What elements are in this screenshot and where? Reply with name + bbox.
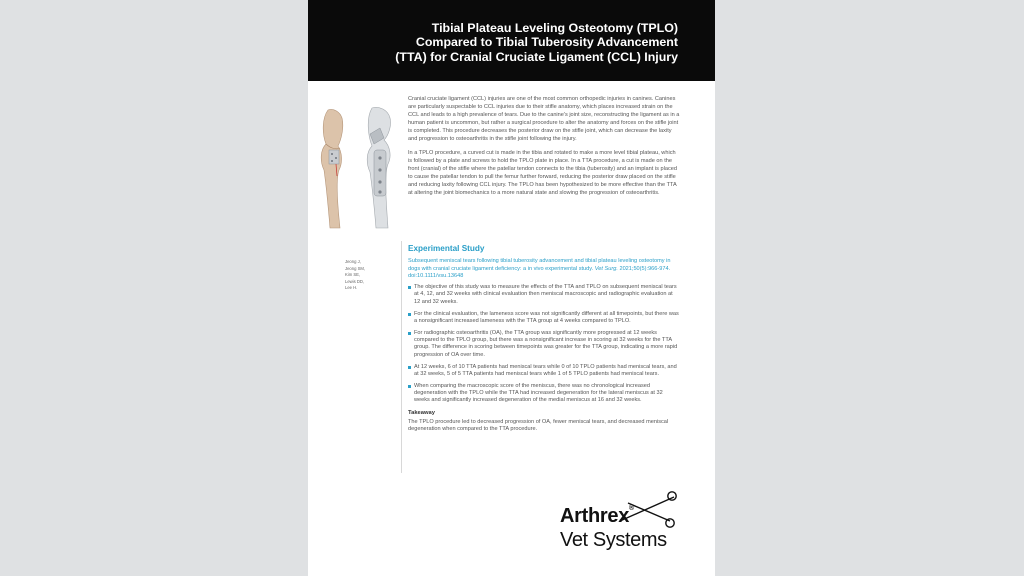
title-line: (TTA) for Cranial Cruciate Ligament (CCL) Injury [395, 49, 678, 64]
intro-text [408, 95, 680, 202]
finding-text: For radiographic osteoarthritis (OA), the TTA group was significantly more progressed at 12 weeks compared to the TPLO group, but there was a nonsignificant increase in scoring at 32 weeks for the TTA group. The difference in scoring between timepoints was greater for the TTA group, indicating a more rapid progression of OA over time. [414, 329, 678, 358]
knee-implant-illustration [316, 104, 406, 230]
section-title: Experimental Study [408, 244, 485, 253]
author: Kim SE, [345, 272, 361, 278]
finding-text: For the clinical evaluation, the lameness score was not significantly different at all timepoints, but there was a nonsignificant increased lameness with the TTA group at 4 weeks compared to TPLO. [414, 310, 679, 324]
author: Jeong SM, [345, 265, 366, 271]
title-banner [308, 0, 715, 81]
author: Lewis DD, [345, 278, 365, 284]
citation-title: Subsequent meniscal tears following tibial tuberosity advancement and tibial plateau leveling osteotomy in dogs with cranial cruciate ligament deficiency: a in vivo experimental study. [408, 258, 671, 272]
registered-mark: ® [629, 505, 634, 512]
finding-text: When comparing the macroscopic score of the meniscus, there was no chronological increased degeneration with the TPLO while the TTA had increased degeneration for the lateral meniscus at 32 weeks and significantly increased degeneration of the medial meniscus at 16 and 32 weeks. [414, 382, 663, 404]
study-summary [408, 244, 680, 434]
takeaway-text: The TPLO procedure led to decreased progression of OA, fewer meniscal tears, and decreased meniscal degeneration when compared to the TTA procedure. [408, 418, 669, 433]
bullet-icon [408, 286, 411, 289]
bullet-icon [408, 313, 411, 316]
finding-item [408, 364, 680, 379]
bullet-icon [408, 385, 411, 388]
citation-details: 2021;50(5):966-974. doi:10.1111/vsu.13648 [408, 265, 671, 280]
logo-name: Arthrex [560, 505, 630, 527]
author-list [345, 259, 385, 292]
column-divider [401, 241, 402, 473]
intro-paragraph: In a TPLO procedure, a curved cut is made in the tibia and rotated to make a more level tibial plateau, which is followed by a plate and screws to hold the TPLO plate in place. In a TTA procedure, a cut is made on the front (cranial) of the stifle where the patellar tendon connects to the tibia (tuberosity) and an implant is placed to cause the patellar tendon to pull the femur further forward, reducing the posterior draw placed on the stifle and reducing laxity following CCL injury. The TPLO has been hypothesized to be more effective than the TTA at altering the joint biomechanics to a more natural state and slowing the progression of osteoarthritis. [408, 149, 677, 197]
arthrex-vet-logo [560, 491, 690, 556]
bullet-icon [408, 332, 411, 335]
document-page [308, 0, 715, 576]
title-line: Tibial Plateau Leveling Osteotomy (TPLO) [431, 21, 678, 35]
logo-wordmark [560, 505, 634, 528]
finding-item [408, 311, 680, 326]
intro-paragraph: Cranial cruciate ligament (CCL) injuries are one of the most common orthopedic injuries in canines. Canines are particularly suspectable to CCL injuries due to their stifle anatomy, which places increased strain on the CCL and leads to a high prevalence of tears. Due to the canine's joint size, reconstructing the ligament as in a human patient is uncommon, but rather a surgical procedure to alter the anatomy and forces on the stifle joint is completed. This procedure decreases the posterior draw on the stifle joint, which can decrease the laxity and progression to osteoarthritis in the stifle joint following the injury. [408, 96, 680, 143]
document-title [318, 21, 678, 64]
finding-item [408, 383, 680, 405]
bullet-icon [408, 366, 411, 369]
author: Jeong J, [345, 259, 361, 264]
citation-journal: Vet Surg. [594, 265, 618, 272]
logo-subtitle: Vet Systems [560, 529, 667, 551]
finding-item [408, 330, 680, 359]
takeaway-heading: Takeaway [408, 409, 435, 416]
finding-text: The objective of this study was to measure the effects of the TTA and TPLO on subsequent meniscal tears at 4, 12, and 32 weeks with clinical evaluation then meniscal macroscopic and radiographic evaluation at 12 and 32 weeks. [414, 284, 677, 305]
title-line: Compared to Tibial Tuberosity Advancement [415, 35, 678, 50]
finding-item [408, 284, 680, 306]
author: Lee H. [345, 285, 358, 291]
finding-text: At 12 weeks, 6 of 10 TTA patients had meniscal tears while 0 of 10 TPLO patients had meniscal tears, and at 32 weeks, 5 of 5 TTA patients had meniscal tears while 1 of 5 TPLO patients had meniscal tears. [414, 363, 677, 377]
findings-list [408, 284, 680, 405]
citation-link[interactable] [408, 258, 680, 281]
